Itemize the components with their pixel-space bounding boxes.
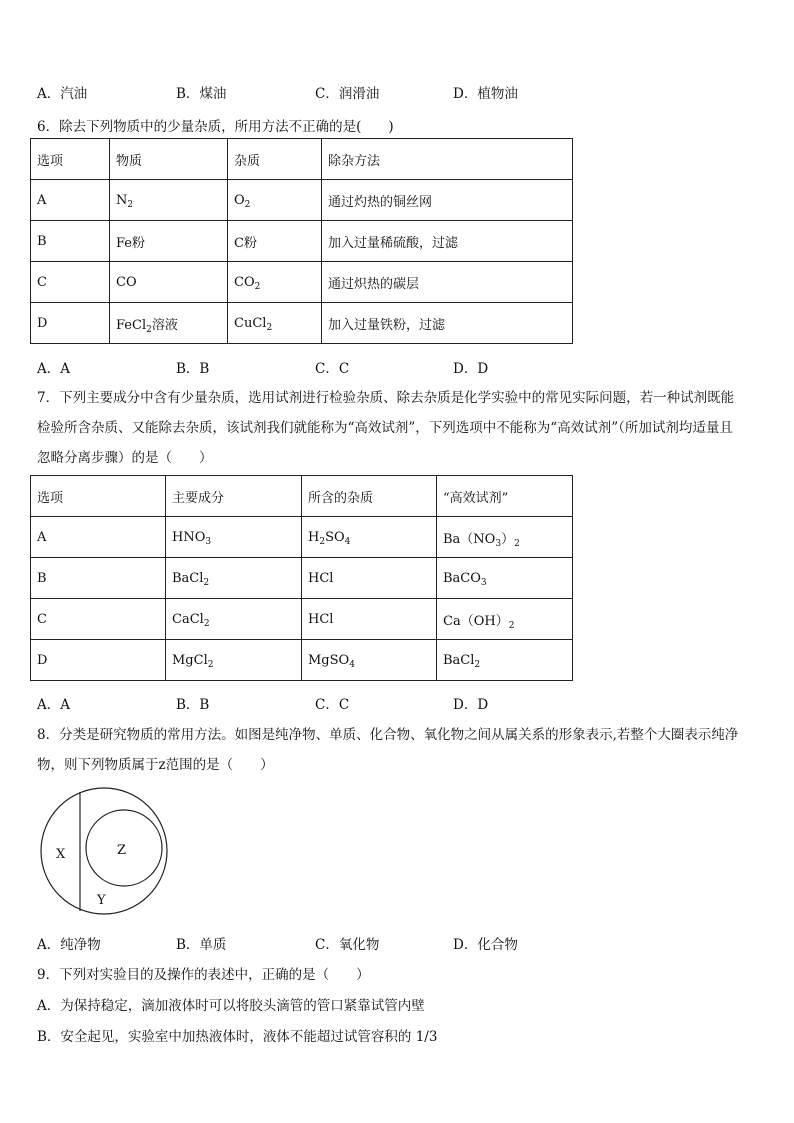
q7-stem	[37, 383, 763, 473]
q7-option-cell: A	[31, 517, 166, 558]
q6-option-c[interactable]: C．C	[315, 361, 350, 377]
q8-option-d[interactable]: D．化合物	[453, 937, 518, 953]
q7-reagent-cell: BaCl$_2$	[437, 640, 573, 681]
q6-option-cell: A	[31, 180, 110, 221]
q7-impurity-cell: HCl	[302, 599, 437, 640]
q6-option-cell: D	[31, 303, 110, 344]
q7-option-c[interactable]: C．C	[315, 697, 350, 713]
q7-option-cell: C	[31, 599, 166, 640]
q8-option-c[interactable]: C．氧化物	[315, 937, 380, 953]
q6-substance-cell: $N_2$	[110, 180, 228, 221]
q7-stem-line: 7．下列主要成分中含有少量杂质，选用试剂进行检验杂质、除去杂质是化学实验中的常见实际问题，若一种试剂既能	[37, 390, 735, 406]
q7-header-cell: 选项	[31, 476, 166, 517]
table-row	[31, 599, 573, 640]
q7-impurity-cell: $H_2SO_4$	[302, 517, 437, 558]
q6-header-cell: 除杂方法	[322, 139, 573, 180]
q6-table	[30, 138, 573, 344]
q9-stem: 9．下列对实验目的及操作的表述中，正确的是（ ）	[37, 967, 370, 983]
q5-option-b[interactable]: B．煤油	[176, 86, 227, 102]
q7-option-d[interactable]: D．D	[453, 697, 489, 713]
q5-option-d[interactable]: D．植物油	[453, 86, 518, 102]
q7-main-cell: CaCl$_2$	[166, 599, 302, 640]
q6-stem: 6．除去下列物质中的少量杂质，所用方法不正确的是( )	[37, 119, 394, 135]
q7-options	[37, 693, 597, 713]
q6-method-cell: 通过灼热的铜丝网	[322, 180, 573, 221]
q7-option-a[interactable]: A．A	[37, 697, 70, 713]
q6-option-cell: B	[31, 221, 110, 262]
q7-option-cell: B	[31, 558, 166, 599]
label-z: Z	[117, 843, 127, 858]
q6-impurity-cell: $CO_2$	[228, 262, 322, 303]
q8-options	[37, 933, 597, 953]
q6-option-d[interactable]: D．D	[453, 361, 489, 377]
q8-option-b[interactable]: B．单质	[176, 937, 227, 953]
q8-stem	[37, 720, 763, 780]
q5-option-c[interactable]: C．润滑油	[315, 86, 380, 102]
q5-option-a[interactable]: A．汽油	[37, 86, 88, 102]
label-x: X	[56, 847, 66, 862]
q6-impurity-cell: CuCl$_2$	[228, 303, 322, 344]
q7-main-cell: $HNO_3$	[166, 517, 302, 558]
q7-impurity-cell: HCl	[302, 558, 437, 599]
q6-options	[37, 357, 597, 377]
q6-header-cell: 杂质	[228, 139, 322, 180]
q6-method-cell: 通过炽热的碳层	[322, 262, 573, 303]
table-row	[31, 517, 573, 558]
q6-header-cell: 物质	[110, 139, 228, 180]
q6-impurity-cell: $O_2$	[228, 180, 322, 221]
q7-reagent-cell: $Ba(NO_3)_2$	[437, 517, 573, 558]
q7-option-cell: D	[31, 640, 166, 681]
q8-option-a[interactable]: A．纯净物	[37, 937, 101, 953]
q6-substance-cell: Fe粉	[110, 221, 228, 262]
q9-option-a[interactable]: A．为保持稳定，滴加液体时可以将胶头滴管的管口紧靠试管内壁	[37, 998, 425, 1014]
q6-method-cell: 加入过量稀硫酸，过滤	[322, 221, 573, 262]
q7-reagent-cell: BaCO$_3$	[437, 558, 573, 599]
q6-option-b[interactable]: B．B	[176, 361, 210, 377]
venn-diagram	[36, 786, 176, 920]
q6-method-cell: 加入过量铁粉，过滤	[322, 303, 573, 344]
q7-main-cell: MgCl$_2$	[166, 640, 302, 681]
q6-option-a[interactable]: A．A	[37, 361, 70, 377]
q5-options	[37, 82, 597, 102]
q6-option-cell: C	[31, 262, 110, 303]
q6-header-row	[31, 139, 573, 180]
q8-stem-line: 物，则下列物质属于z范围的是（ ）	[37, 757, 274, 773]
table-row	[31, 180, 573, 221]
table-row	[31, 303, 573, 344]
q7-header-cell: 所含的杂质	[302, 476, 437, 517]
q7-reagent-cell: $Ca(OH)_2$	[437, 599, 573, 640]
q9-option-b[interactable]: B．安全起见，实验室中加热液体时，液体不能超过试管容积的 1/3	[37, 1029, 438, 1045]
q6-impurity-cell: C粉	[228, 221, 322, 262]
q7-header-cell: 主要成分	[166, 476, 302, 517]
table-row	[31, 640, 573, 681]
q8-stem-line: 8．分类是研究物质的常用方法。如图是纯净物、单质、化合物、氧化物之间从属关系的形象表示,若整个大圈表示纯净	[37, 727, 739, 743]
q7-table	[30, 475, 573, 681]
table-row	[31, 262, 573, 303]
q7-option-b[interactable]: B．B	[176, 697, 210, 713]
q7-stem-line: 检验所含杂质、又能除去杂质，该试剂我们就能称为“高效试剂”，下列选项中不能称为“高效试剂”（所加试剂均适量且	[37, 420, 733, 436]
table-row	[31, 558, 573, 599]
q7-header-cell: “高效试剂”	[437, 476, 573, 517]
q6-substance-cell: CO	[110, 262, 228, 303]
q6-header-cell: 选项	[31, 139, 110, 180]
q7-impurity-cell: MgSO$_4$	[302, 640, 437, 681]
q7-main-cell: BaCl$_2$	[166, 558, 302, 599]
label-y: Y	[97, 893, 106, 908]
q7-stem-line: 忽略分离步骤）的是（ ）	[37, 450, 213, 466]
q7-header-row	[31, 476, 573, 517]
table-row	[31, 221, 573, 262]
q6-substance-cell: FeCl$_2$溶液	[110, 303, 228, 344]
